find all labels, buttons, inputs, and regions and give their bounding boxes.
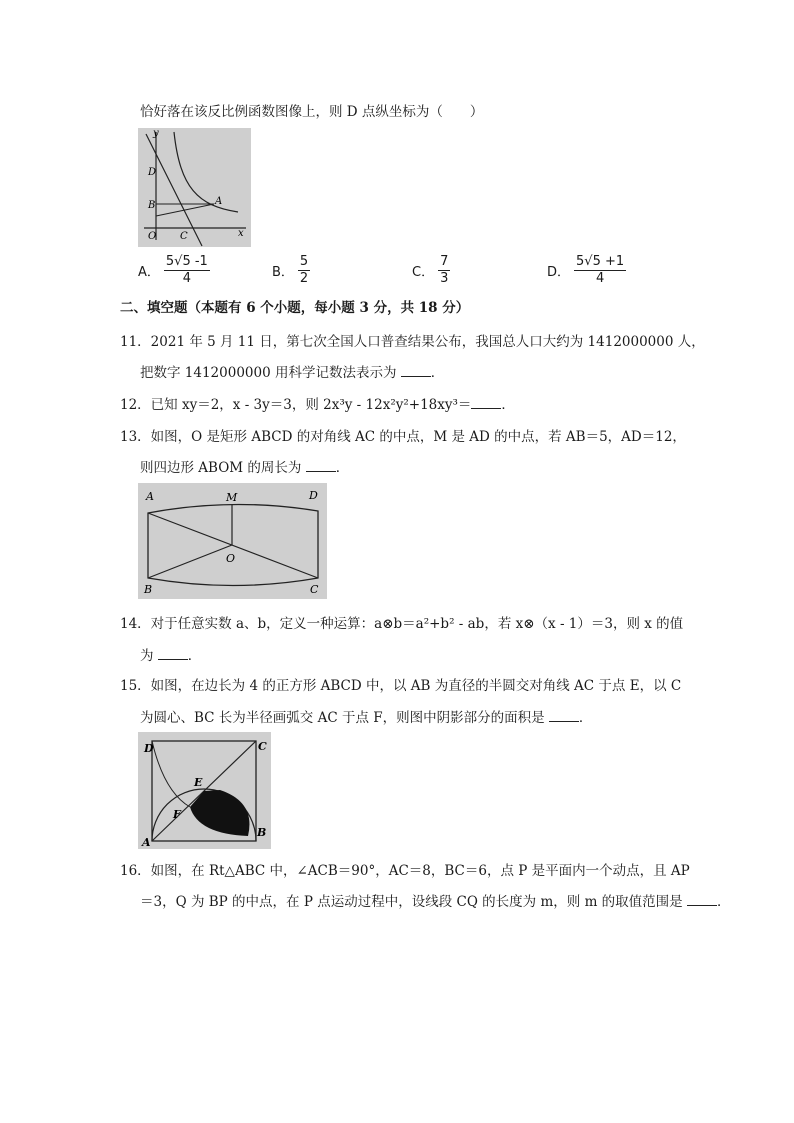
section-2-heading: 二、填空题（本题有 6 个小题，每小题 3 分，共 18 分） <box>120 300 470 316</box>
q13-line-2: 则四边形 ABOM 的周长为 ． <box>140 460 350 476</box>
q11-line-2: 把数字 1412000000 用科学记数法表示为 ． <box>140 365 445 381</box>
q13-fig-label-B: B <box>144 583 153 596</box>
q10-fig-label-D: D <box>148 167 157 178</box>
q13-fig-label-C: C <box>310 583 319 596</box>
q14-line-2: 为 ． <box>140 648 202 664</box>
q10-option-c: C． $\frac{7}{3}$ <box>412 254 449 286</box>
q10-option-a: A． $\frac{5√5 -1}{4}$ <box>138 254 208 286</box>
q10-fig-label-O: O <box>148 231 157 242</box>
q16-line-2: ＝3，Q 为 BP 的中点，在 P 点运动过程中，设线段 CQ 的长度为 m，则 m 的取值范围是 ． <box>140 894 731 910</box>
q16-answer-blank[interactable] <box>687 893 717 906</box>
q13-answer-blank[interactable] <box>306 459 336 472</box>
q10-fig-label-y: y <box>153 128 159 139</box>
q10-fig-label-C: C <box>180 231 188 242</box>
q12-line: 12．已知 xy＝2，x - 3y＝3，则 2x³y - 12x²y²+18xy³＝ ． <box>120 397 515 413</box>
q15-fig-label-D: D <box>144 742 154 755</box>
q10-fig-label-A: A <box>215 196 223 207</box>
q15-fig-label-B: B <box>257 826 267 839</box>
q13-fig-label-A: A <box>146 490 154 503</box>
q15-fig-label-C: C <box>258 740 267 753</box>
q12-answer-blank[interactable] <box>471 396 501 409</box>
q14-answer-blank[interactable] <box>158 647 188 660</box>
q16-line-1: 16．如图，在 Rt△ABC 中，∠ACB＝90°，AC＝8，BC＝6，点 P 是平面内一个动点，且 AP <box>120 863 690 879</box>
q13-fig-label-O: O <box>226 552 236 565</box>
q13-fig-label-M: M <box>226 491 238 504</box>
q13-figure <box>138 483 327 599</box>
q10-fig-label-x: x <box>238 228 244 239</box>
q15-fig-label-F: F <box>173 808 181 821</box>
q10-option-d: D． $\frac{5√5 +1}{4}$ <box>547 254 625 286</box>
q10-fig-label-B: B <box>148 200 156 211</box>
q15-answer-blank[interactable] <box>549 709 579 722</box>
q11-line-1: 11．2021 年 5 月 11 日，第七次全国人口普查结果公布，我国总人口大约为 1412000000 人， <box>120 334 705 350</box>
q13-fig-label-D: D <box>309 489 318 502</box>
q10-figure <box>138 128 251 247</box>
q15-line-2: 为圆心、BC 长为半径画弧交 AC 于点 F，则图中阴影部分的面积是 ． <box>140 710 593 726</box>
q15-figure <box>138 732 271 849</box>
q11-answer-blank[interactable] <box>401 364 431 377</box>
q10-stem-tail: 恰好落在该反比例函数图像上，则 D 点纵坐标为（ ） <box>140 104 484 120</box>
q10-option-b: B． $\frac{5}{2}$ <box>272 254 309 286</box>
q15-line-1: 15．如图，在边长为 4 的正方形 ABCD 中，以 AB 为直径的半圆交对角线 AC 于点 E，以 C <box>120 678 682 694</box>
q14-line-1: 14．对于任意实数 a、b，定义一种运算：a⊗b＝a²+b² - ab，若 x⊗（x - 1）＝3，则 x 的值 <box>120 616 684 632</box>
q15-fig-label-A: A <box>142 836 151 849</box>
q15-fig-label-E: E <box>194 776 203 789</box>
q13-line-1: 13．如图，O 是矩形 ABCD 的对角线 AC 的中点，M 是 AD 的中点，若 AB＝5，AD＝12， <box>120 429 686 445</box>
